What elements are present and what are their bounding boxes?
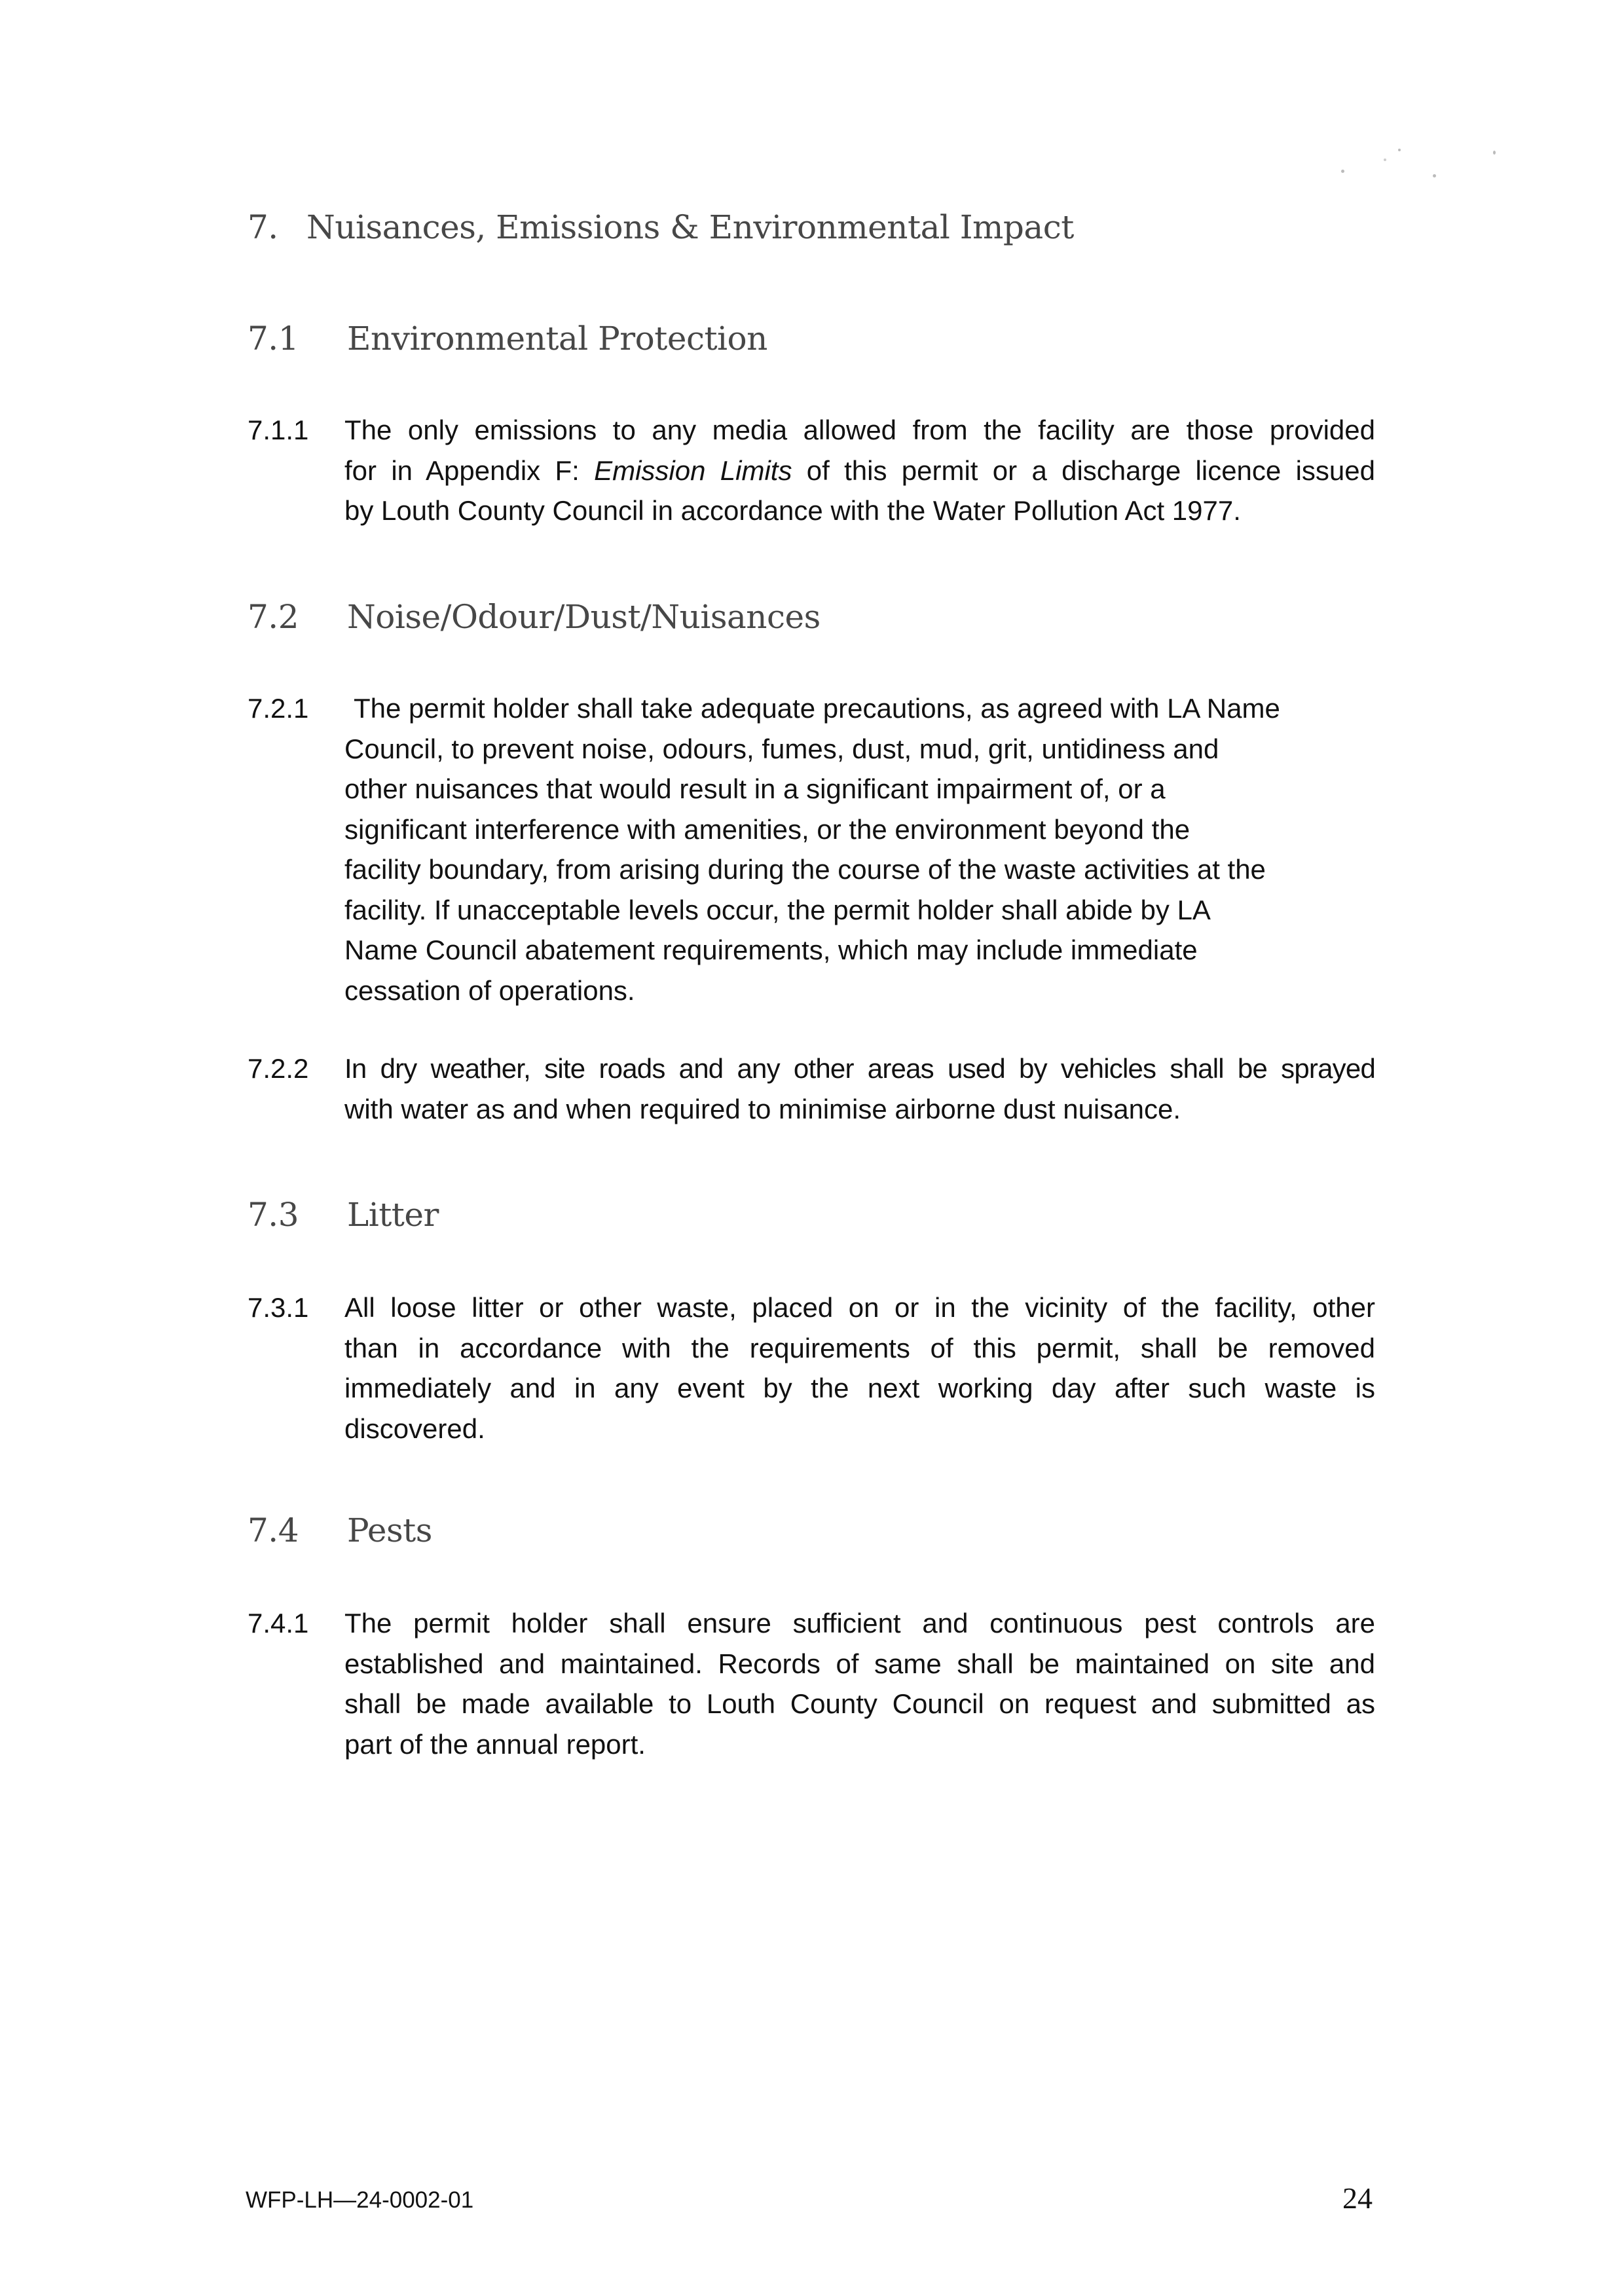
clause-line: facility. If unacceptable levels occur, the permit holder shall abide by LA <box>344 894 1211 925</box>
clause-line <box>344 451 1375 491</box>
clause-text <box>344 688 1375 1010</box>
subsection-number: 7.1 <box>248 320 299 358</box>
emission-limits-reference: Emission Limits <box>594 454 792 486</box>
subsection-number: 7.3 <box>248 1196 299 1234</box>
subsection-number: 7.2 <box>248 598 299 636</box>
clause-text <box>344 1603 1375 1764</box>
scan-speck <box>1341 170 1344 173</box>
clause-number: 7.3.1 <box>248 1292 309 1323</box>
subsection-heading <box>248 1511 432 1549</box>
clause-text-fragment: for in Appendix F: <box>344 454 595 486</box>
section-title: Nuisances, Emissions & Environmental Impact <box>306 208 1074 246</box>
clause-line: by Louth County Council in accordance with the Water Pollution Act 1977. <box>344 495 1241 526</box>
clause-text-fragment: of this permit or a discharge licence issued <box>792 454 1375 486</box>
clause-line: Council, to prevent noise, odours, fumes, dust, mud, grit, untidiness and <box>344 733 1219 764</box>
section-heading <box>248 208 1074 246</box>
clause-line: Name Council abatement requirements, which may include immediate <box>344 935 1198 965</box>
clause-number: 7.4.1 <box>248 1608 309 1639</box>
clause-line: The permit holder shall ensure sufficient and continuous pest controls are <box>344 1608 1375 1639</box>
scan-speck <box>1398 149 1401 151</box>
clause-line: cessation of operations. <box>344 974 635 1006</box>
footer-document-id: WFP-LH—24-0002-01 <box>246 2187 474 2213</box>
scan-speck <box>1493 151 1496 155</box>
clause-line: other nuisances that would result in a significant impairment of, or a <box>344 773 1166 804</box>
clause-line: All loose litter or other waste, placed on or in the vicinity of the facility, other <box>344 1292 1375 1323</box>
clause-line: established and maintained. Records of same shall be maintained on site and <box>344 1648 1375 1679</box>
page-number: 24 <box>1342 2181 1373 2215</box>
clause-line: The permit holder shall take adequate precautions, as agreed with LA Name <box>354 693 1280 724</box>
clause-line: shall be made available to Louth County Council on request and submitted as <box>344 1688 1375 1719</box>
subsection-heading <box>248 320 767 358</box>
clause-line: facility boundary, from arising during the course of the waste activities at the <box>344 854 1266 885</box>
subsection-heading <box>248 1196 439 1234</box>
subsection-title: Environmental Protection <box>347 320 767 358</box>
clause-line: part of the annual report. <box>344 1728 646 1760</box>
section-number: 7. <box>248 208 278 246</box>
scan-speck <box>1384 158 1386 161</box>
clause-line: discovered. <box>344 1413 485 1444</box>
clause-number: 7.2.1 <box>248 693 309 724</box>
clause-line: immediately and in any event by the next working day after such waste is <box>344 1373 1375 1403</box>
scan-speck <box>1433 174 1436 177</box>
clause-line: In dry weather, site roads and any other areas used by vehicles shall be sprayed <box>344 1053 1375 1084</box>
clause-text <box>344 410 1375 531</box>
clause-line: The only emissions to any media allowed from the facility are those provided <box>344 415 1375 445</box>
clause-line: with water as and when required to minimise airborne dust nuisance. <box>344 1093 1181 1124</box>
clause-text <box>344 1287 1375 1449</box>
clause-number: 7.2.2 <box>248 1053 309 1084</box>
clause-text <box>344 1048 1375 1129</box>
clause-number: 7.1.1 <box>248 415 309 445</box>
clause-line: than in accordance with the requirements of this permit, shall be removed <box>344 1332 1375 1363</box>
subsection-heading <box>248 598 821 636</box>
subsection-title: Pests <box>347 1511 432 1549</box>
subsection-title: Noise/Odour/Dust/Nuisances <box>347 598 821 636</box>
subsection-number: 7.4 <box>248 1511 299 1549</box>
clause-line: significant interference with amenities, or the environment beyond the <box>344 813 1190 845</box>
subsection-title: Litter <box>347 1196 439 1234</box>
